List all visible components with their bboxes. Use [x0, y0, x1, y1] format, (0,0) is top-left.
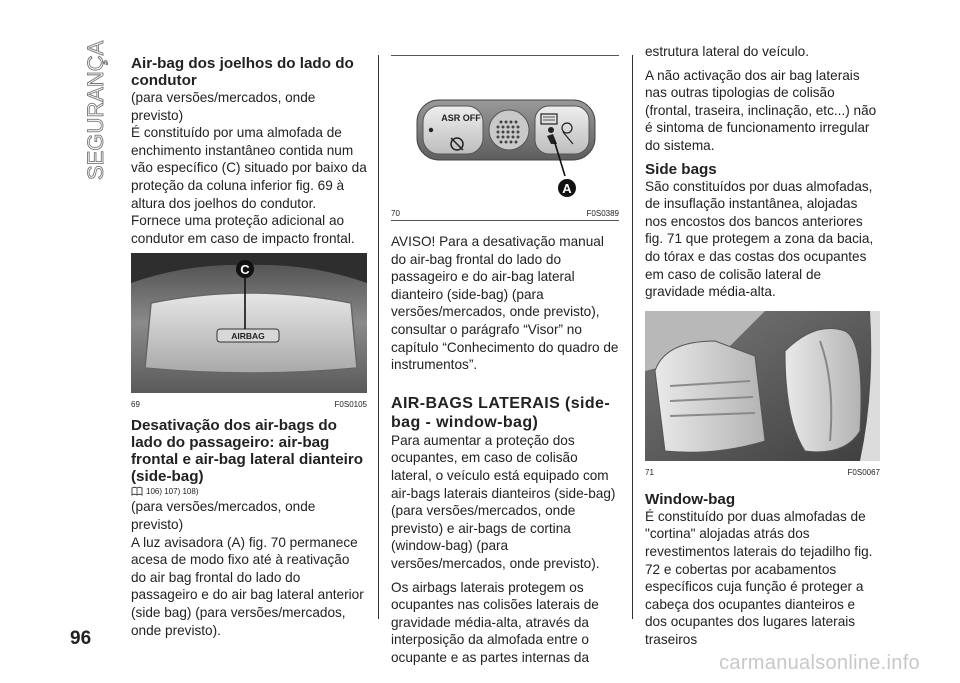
page-number: 96 [70, 628, 92, 649]
figure-number: 69 [131, 400, 140, 410]
marker-a: A [562, 181, 572, 196]
paragraph: A não activação dos air bag laterais nas outras tipologias de colisão (frontal, traseira, inclinação, etc...) não é sintoma de funcionamento irregular do sistema. [645, 67, 877, 153]
column-2 [391, 55, 619, 666]
figure-71 [645, 311, 880, 479]
figure-code: F0S0067 [847, 467, 880, 477]
figure-caption [645, 468, 880, 479]
figure-number: 70 [391, 209, 400, 218]
book-icon [131, 486, 143, 496]
refs-text: 106) 107) 108) [146, 486, 199, 496]
knee-airbag-image [131, 253, 367, 393]
paragraph: A luz avisadora (A) fig. 70 permanece acesa de modo fixo até à reativação do air bag frontal do lado do passageiro e do air bag lateral anterior (side bag) (para versões/mercados, onde previsto). [131, 534, 364, 638]
paragraph: Os airbags laterais protegem os ocupantes nas colisões laterais de gravidade média-alta, através da interposição da almofada entre o ocupante e as partes internas da [391, 579, 599, 665]
section-title-text: SEGURANÇA [83, 40, 108, 180]
heading-deactivation: Desativação dos air-bags do lado do passageiro: air-bag frontal e air-bag lateral dianteiro (side-bag) [131, 417, 364, 486]
paragraph: É constituído por duas almofadas de "cortina" alojadas atrás dos revestimentos laterais do tejadilho fig. 72 e cobertas por acabamentos específicos cuja função é proteger a cabeça dos ocupantes dianteiros e dos ocupantes dos lugares laterais traseiros [645, 508, 873, 647]
heading-side-airbags: AIR-BAGS LATERAIS (side-bag - window-bag) [391, 394, 611, 431]
top-rule [391, 55, 619, 56]
paragraph: (para versões/mercados, onde previsto) [131, 499, 316, 532]
figure-code: F0S0105 [334, 400, 367, 410]
figure-69 [131, 253, 367, 411]
column-1 [131, 55, 367, 639]
paragraph-warning: AVISO! Para a desativação manual do air-bag frontal do lado do passageiro e do air-bag lateral dianteiro (side-bag) (para versões/mercados, onde previsto), consultar o parágrafo “Visor” no capítulo “Conhecimento do quadro de instrumentos”. [391, 234, 619, 373]
paragraph: (para versões/mercados, onde previsto) [131, 90, 316, 123]
marker-c: C [240, 262, 250, 278]
figure-caption [131, 400, 367, 411]
figure-code: F0S0389 [586, 209, 619, 218]
warning-refs [131, 486, 367, 496]
heading-window-bag: Window-bag [645, 490, 736, 508]
column-3 [645, 44, 880, 648]
heading-knee-airbag: Air-bag dos joelhos do lado do condutor [131, 55, 354, 89]
figure-number: 71 [645, 467, 654, 477]
column-divider [632, 55, 633, 619]
figure-caption [391, 209, 619, 221]
paragraph: São constituídos por duas almofadas, de insuflação instantânea, alojadas nos encostos dos bancos anteriores fig. 71 que protegem a zona da bacia, do tórax e das costas dos ocupantes em caso de colisão lateral de gravidade média-alta. [645, 178, 874, 300]
asr-off-label: ASR OFF [441, 113, 481, 123]
column-divider [378, 55, 379, 619]
paragraph: Para aumentar a proteção dos ocupantes, em caso de colisão lateral, o veículo está equipado com air-bags laterais dianteiros (side-bag) (para versões/mercados, onde previsto) e air-bags de cortina (window-bag) (para versões/mercados, onde previsto). [391, 432, 616, 571]
paragraph: estrutura lateral do veículo. [645, 44, 809, 59]
side-bag-seat-image [645, 311, 880, 461]
airbag-label: AIRBAG [231, 331, 265, 342]
asr-off-panel-image [391, 64, 619, 202]
heading-side-bags: Side bags [645, 160, 717, 178]
figure-70 [391, 64, 619, 221]
footer-watermark: carmanualsonline.info [719, 652, 920, 674]
paragraph: É constituído por uma almofada de enchimento instantâneo contida num vão específico (C) situado por baixo da proteção da coluna inferior fig. 69 à altura dos joelhos do condutor. Fornece uma proteção adicional ao condutor em caso de impacto frontal. [131, 125, 367, 246]
